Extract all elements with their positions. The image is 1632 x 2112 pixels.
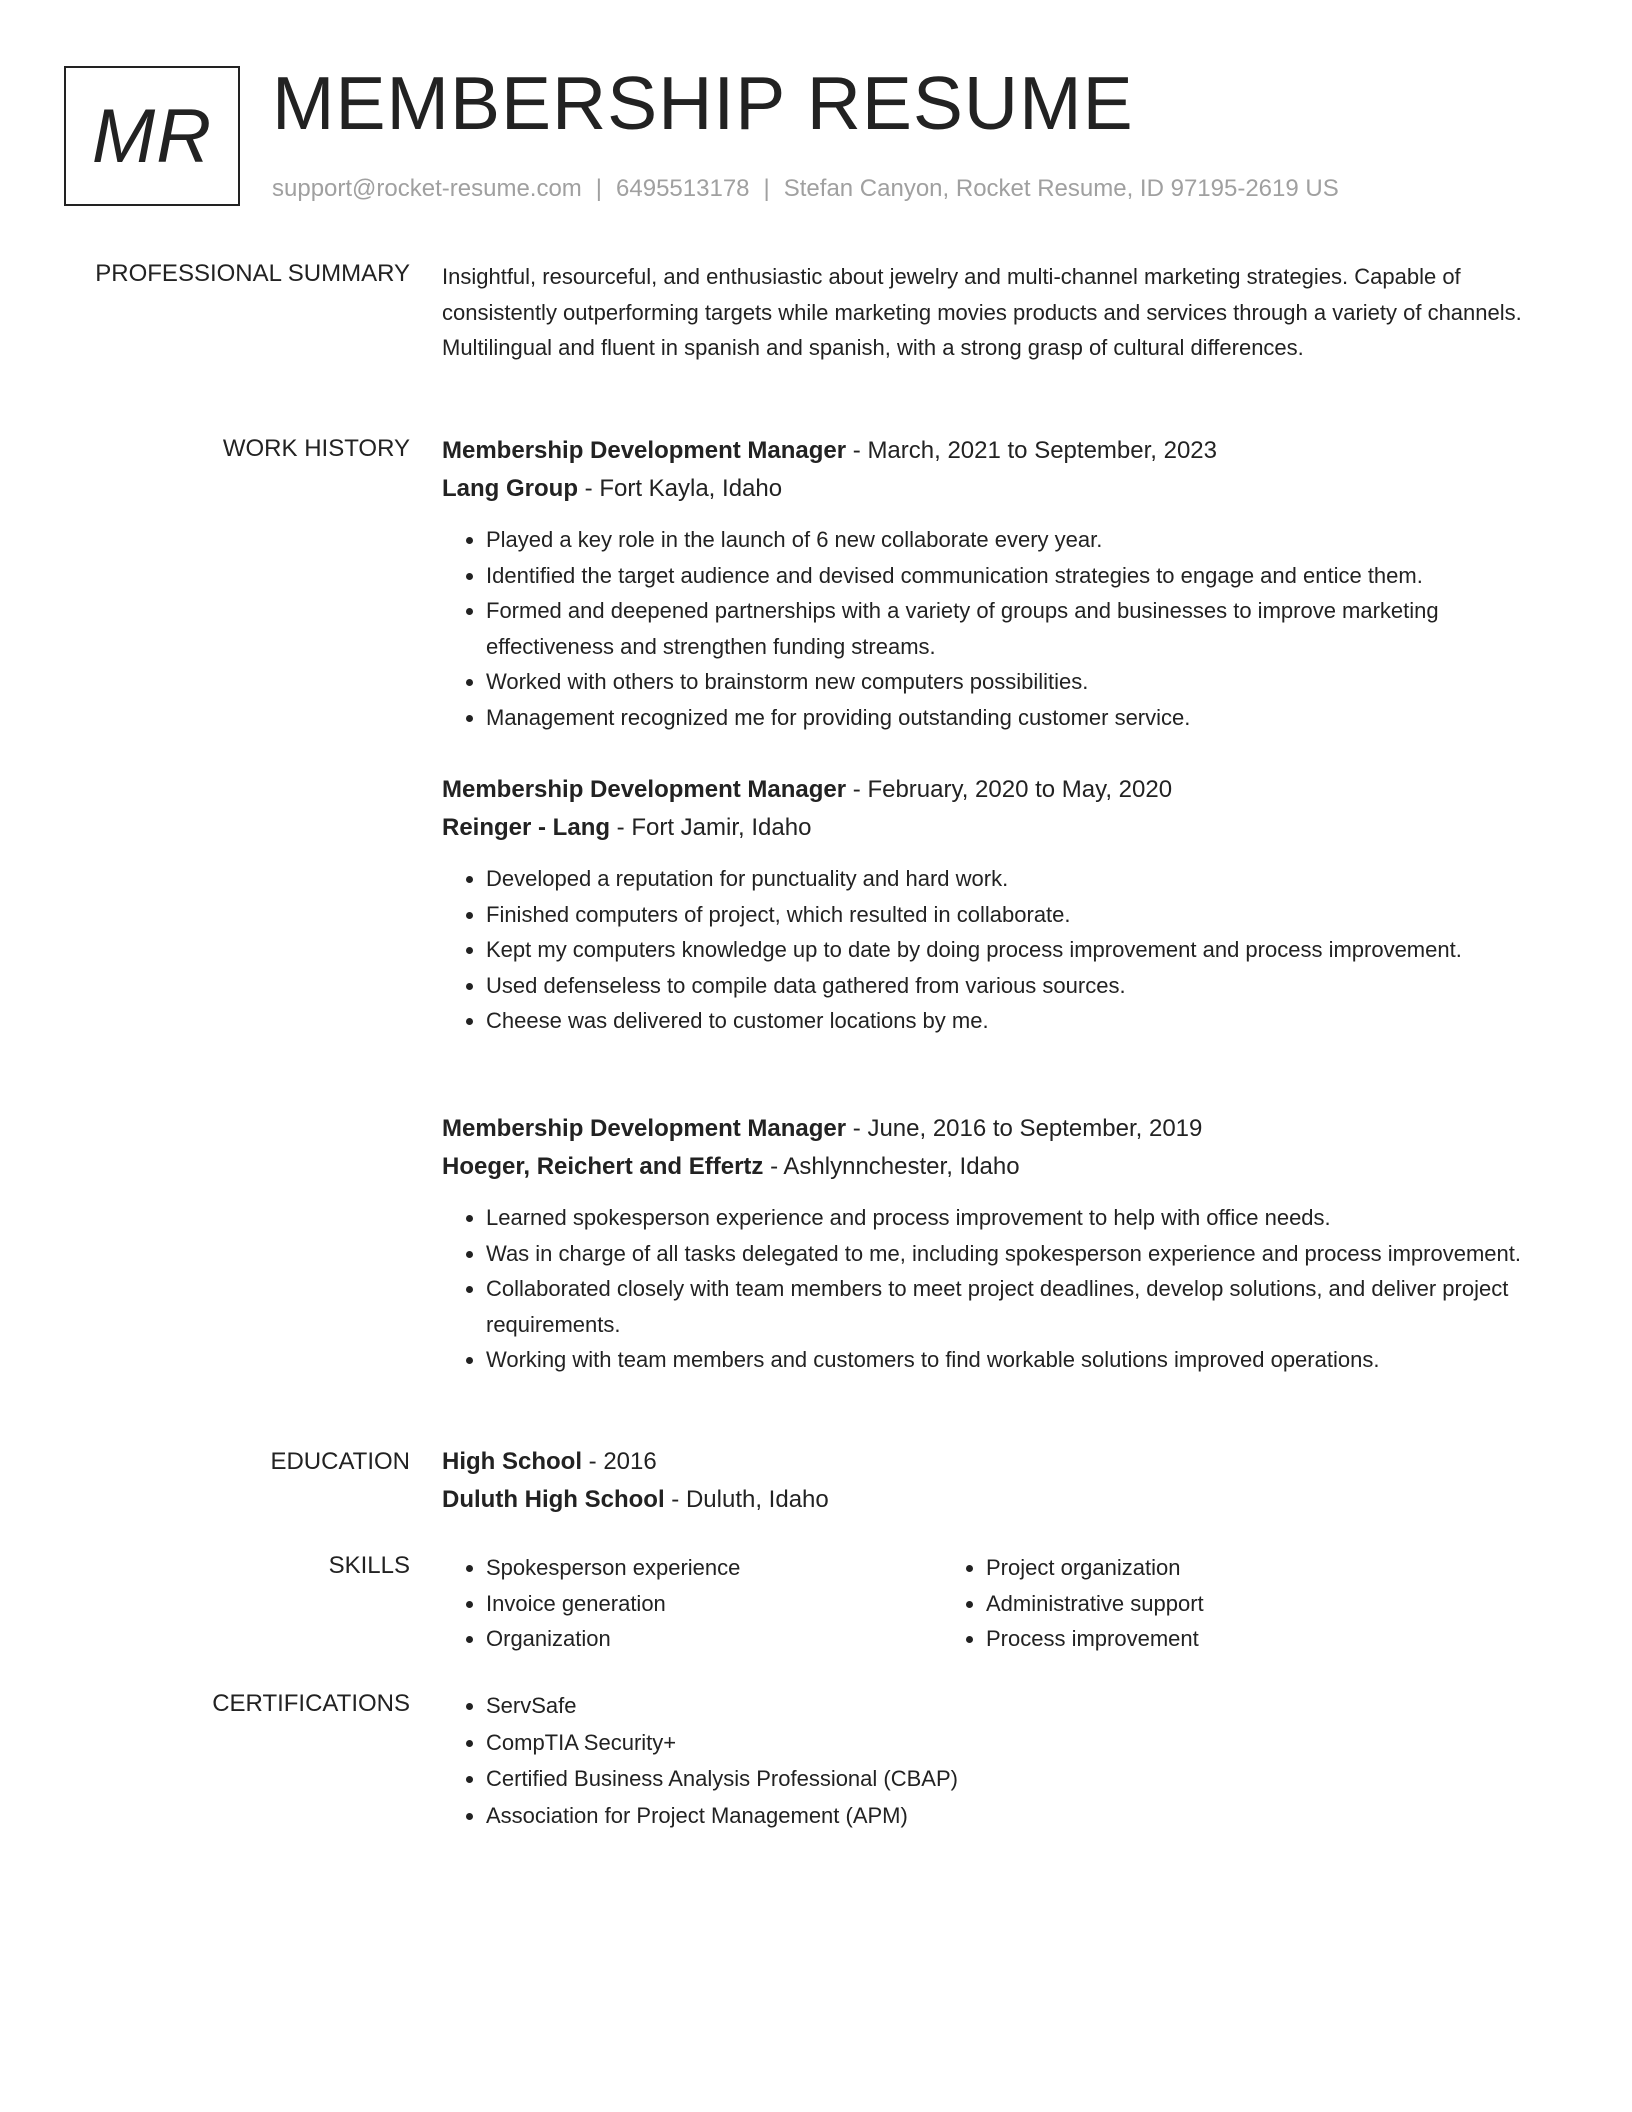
list-item: • Cheese was delivered to customer locations by me. <box>486 1003 1552 1039</box>
list-item: • Administrative support <box>986 1586 1546 1622</box>
list-item: • Used defenseless to compile data gathered from various sources. <box>486 968 1552 1004</box>
list-item: • Played a key role in the launch of 6 new collaborate every year. <box>486 522 1552 558</box>
skills-column-2 <box>942 1550 1546 1657</box>
job-location: - Fort Jamir, Idaho <box>610 814 812 841</box>
education-location: - Duluth, Idaho <box>664 1486 829 1513</box>
list-item: • Learned spokesperson experience and process improvement to help with office needs. <box>486 1200 1552 1236</box>
education-degree-line <box>442 1443 1552 1481</box>
section-label-work-history: WORK HISTORY <box>222 435 410 462</box>
list-item: • Collaborated closely with team members to meet project deadlines, develop solutions, and deliver project requirements. <box>486 1271 1552 1342</box>
job-location: - Ashlynnchester, Idaho <box>763 1153 1020 1180</box>
contact-phone: 6495513178 <box>616 175 750 202</box>
list-item: • Association for Project Management (APM) <box>486 1798 1552 1835</box>
contact-line <box>272 172 1339 206</box>
list-item: • Project organization <box>986 1550 1546 1586</box>
job-dates: - June, 2016 to September, 2019 <box>846 1115 1203 1142</box>
job-dates: - March, 2021 to September, 2023 <box>846 437 1217 464</box>
job-title: Membership Development Manager <box>442 776 847 803</box>
job-title: Membership Development Manager <box>442 1115 847 1142</box>
job-company: Lang Group <box>442 475 578 502</box>
job-company: Hoeger, Reichert and Effertz <box>442 1153 764 1180</box>
contact-email: support@rocket-resume.com <box>272 175 582 202</box>
list-item: • Identified the target audience and devised communication strategies to engage and entice them. <box>486 558 1552 594</box>
job-bullets <box>442 1200 1552 1378</box>
section-label-summary: PROFESSIONAL SUMMARY <box>95 260 410 287</box>
job-company-line <box>442 470 1552 508</box>
job-dates: - February, 2020 to May, 2020 <box>846 776 1173 803</box>
summary-text: Insightful, resourceful, and enthusiastic about jewelry and multi-channel marketing strategies. Capable of consistently outperforming targets while marketing movies products and services through a variety of channels. Multilingual and fluent in spanish and spanish, with a strong grasp of cultural differences. <box>442 264 1522 360</box>
job-entry <box>442 1110 1552 1378</box>
list-item: • Worked with others to brainstorm new computers possibilities. <box>486 664 1552 700</box>
education-degree: High School <box>442 1448 582 1475</box>
section-label-skills: SKILLS <box>328 1552 410 1579</box>
job-title: Membership Development Manager <box>442 437 847 464</box>
list-item: • Invoice generation <box>486 1586 986 1622</box>
skills-columns <box>442 1550 1552 1657</box>
list-item: • Management recognized me for providing outstanding customer service. <box>486 700 1552 736</box>
education-school-line <box>442 1481 1552 1519</box>
contact-separator: | <box>595 175 603 202</box>
job-company-line <box>442 809 1552 847</box>
section-label-certifications: CERTIFICATIONS <box>212 1690 410 1717</box>
list-item: • Developed a reputation for punctuality and hard work. <box>486 861 1552 897</box>
job-company-line <box>442 1148 1552 1186</box>
contact-address: Stefan Canyon, Rocket Resume, ID 97195-2619 US <box>783 175 1339 202</box>
education-year: - 2016 <box>582 1448 657 1475</box>
job-company: Reinger - Lang <box>442 814 611 841</box>
skills-body <box>442 1550 1552 1657</box>
education-body <box>442 1443 1552 1519</box>
list-item: • Process improvement <box>986 1621 1546 1657</box>
contact-separator: | <box>763 175 770 202</box>
job-location: - Fort Kayla, Idaho <box>577 475 783 502</box>
job-bullets <box>442 861 1552 1039</box>
job-title-line <box>442 432 1552 470</box>
section-label-education: EDUCATION <box>270 1448 410 1475</box>
job-title-line <box>442 771 1552 809</box>
skills-column-1 <box>442 1550 986 1657</box>
list-item: • Was in charge of all tasks delegated to me, including spokesperson experience and process improvement. <box>486 1236 1552 1272</box>
list-item: • Kept my computers knowledge up to date by doing process improvement and process improvement. <box>486 932 1552 968</box>
list-item: • Certified Business Analysis Professional (CBAP) <box>486 1761 1552 1798</box>
list-item: • Formed and deepened partnerships with a variety of groups and businesses to improve marketing effectiveness and strengthen funding streams. <box>486 593 1552 664</box>
monogram-initials: MR <box>91 93 213 179</box>
certifications-list <box>442 1688 1552 1834</box>
list-item: • Organization <box>486 1621 986 1657</box>
list-item: • Working with team members and customers to find workable solutions improved operations. <box>486 1342 1552 1378</box>
certifications-body <box>442 1688 1552 1834</box>
job-bullets <box>442 522 1552 735</box>
job-entry <box>442 432 1552 735</box>
page-title: MEMBERSHIP RESUME <box>272 61 1134 145</box>
job-title-line <box>442 1110 1552 1148</box>
list-item: • Finished computers of project, which resulted in collaborate. <box>486 897 1552 933</box>
summary-body <box>442 259 1552 366</box>
list-item: • ServSafe <box>486 1688 1552 1725</box>
monogram-logo <box>64 66 240 206</box>
education-school: Duluth High School <box>442 1486 665 1513</box>
list-item: • Spokesperson experience <box>486 1550 986 1586</box>
list-item: • CompTIA Security+ <box>486 1725 1552 1762</box>
job-entry <box>442 771 1552 1039</box>
